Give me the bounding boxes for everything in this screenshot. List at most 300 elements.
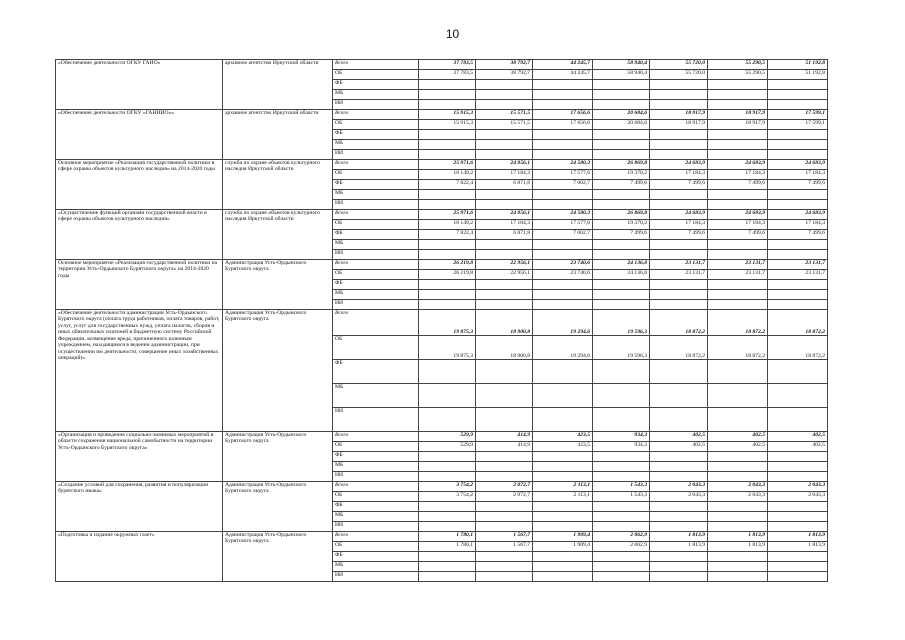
amount-cell (476, 280, 533, 290)
amount-cell (533, 452, 593, 462)
amount-cell: 7 499,6 (593, 230, 650, 240)
amount-cell: 19 596,3 (593, 310, 650, 336)
amount-cell: 24 683,9 (650, 160, 708, 170)
amount-cell (593, 512, 650, 522)
measure-name-cell: «Обеспечение деятельности администрации Усть-Ордынского Бурятского округа (оплата труда работников, оплата товаров, работ, услуг, услуг для государственных нужд, уплата налогов, сборов и иных обязательных платежей в бюджетную систему Российской Федерации, возмещение вреда, причиненного казенным учреждением, находящимся в ведении администрации, при осуществлении им деятельности, совершение иных хозяйственных операций)» (56, 310, 223, 432)
amount-cell (419, 240, 476, 250)
amount-cell (476, 290, 533, 300)
amount-cell: 19 294,6 (533, 336, 593, 360)
amount-cell: 17 184,3 (476, 220, 533, 230)
amount-cell: 18 900,8 (476, 336, 533, 360)
amount-cell: 1 813,9 (708, 532, 768, 542)
amount-cell (476, 190, 533, 200)
amount-cell (419, 472, 476, 482)
amount-cell (419, 150, 476, 160)
amount-cell (768, 200, 828, 210)
amount-cell (533, 408, 593, 432)
amount-cell (533, 80, 593, 90)
amount-cell: 19 875,3 (419, 336, 476, 360)
amount-cell: 24 683,9 (708, 210, 768, 220)
amount-cell (768, 384, 828, 408)
table-row (56, 432, 828, 442)
amount-cell (476, 240, 533, 250)
amount-cell (476, 130, 533, 140)
amount-cell (476, 408, 533, 432)
funding-source-cell: ФБ (333, 552, 419, 562)
amount-cell (650, 384, 708, 408)
measure-name-cell: «Подготовка и издание окружных газет» (56, 532, 223, 582)
amount-cell: 3 754,2 (419, 492, 476, 502)
amount-cell (533, 552, 593, 562)
amount-cell: 17 656,6 (533, 110, 593, 120)
amount-cell (650, 130, 708, 140)
amount-cell: 1 813,9 (650, 542, 708, 552)
amount-cell (476, 462, 533, 472)
funding-source-cell: Всего (333, 310, 419, 336)
amount-cell: 402,5 (708, 432, 768, 442)
amount-cell (476, 452, 533, 462)
amount-cell: 529,9 (419, 432, 476, 442)
executor-cell: Администрация Усть-Ордынского Бурятского округа (223, 532, 333, 582)
table-row (56, 310, 828, 336)
amount-cell (708, 280, 768, 290)
measure-name-cell: «Обеспечение деятельности ОГКУ ГАИО» (56, 60, 223, 110)
amount-cell (476, 384, 533, 408)
amount-cell: 934,3 (593, 432, 650, 442)
amount-cell: 26 219,8 (419, 260, 476, 270)
measure-name-cell: «Осуществление функций органами государственной власти в сфере охраны объектов культурного наследия» (56, 210, 223, 260)
amount-cell (476, 150, 533, 160)
amount-cell: 414,9 (476, 442, 533, 452)
funding-source-cell: МБ (333, 290, 419, 300)
amount-cell (476, 552, 533, 562)
executor-cell: Администрация Усть-Ордынского Бурятского округа (223, 482, 333, 532)
amount-cell (593, 250, 650, 260)
amount-cell (650, 408, 708, 432)
amount-cell (650, 240, 708, 250)
amount-cell: 402,5 (708, 442, 768, 452)
amount-cell: 18 917,9 (650, 120, 708, 130)
amount-cell (593, 290, 650, 300)
amount-cell (768, 462, 828, 472)
amount-cell (476, 140, 533, 150)
amount-cell (419, 572, 476, 582)
amount-cell (593, 552, 650, 562)
amount-cell: 24 683,9 (768, 160, 828, 170)
amount-cell (593, 522, 650, 532)
amount-cell: 2 072,7 (476, 492, 533, 502)
amount-cell (708, 290, 768, 300)
amount-cell: 934,3 (593, 442, 650, 452)
amount-cell (533, 384, 593, 408)
measure-name-cell: Основное мероприятие «Реализация государственной политики в сфере охраны объектов культурного наследия» на 2014-2020 годы (56, 160, 223, 210)
amount-cell: 23 131,7 (650, 270, 708, 280)
amount-cell (650, 452, 708, 462)
amount-cell (650, 300, 708, 310)
amount-cell: 6 871,8 (476, 180, 533, 190)
funding-source-cell: ИИ (333, 522, 419, 532)
funding-source-cell: Всего (333, 482, 419, 492)
amount-cell (650, 522, 708, 532)
amount-cell (533, 150, 593, 160)
funding-source-cell: Всего (333, 260, 419, 270)
executor-cell: Администрация Усть-Ордынского Бурятского округа (223, 260, 333, 310)
amount-cell (593, 130, 650, 140)
amount-cell (419, 522, 476, 532)
amount-cell: 26 869,8 (593, 160, 650, 170)
amount-cell: 17 577,6 (533, 170, 593, 180)
amount-cell: 55 290,5 (708, 60, 768, 70)
amount-cell: 2 113,1 (533, 482, 593, 492)
measure-name-cell: «Организация и проведение социально-значимых мероприятий в области сохранения национальной самобытности на территории Усть-Ордынского Бурятского округа» (56, 432, 223, 482)
amount-cell (419, 80, 476, 90)
amount-cell (650, 90, 708, 100)
funding-source-cell: ИИ (333, 100, 419, 110)
amount-cell (593, 150, 650, 160)
amount-cell (476, 100, 533, 110)
amount-cell: 1 813,9 (650, 532, 708, 542)
amount-cell (533, 240, 593, 250)
amount-cell (533, 512, 593, 522)
amount-cell: 1 909,4 (533, 542, 593, 552)
amount-cell: 18 917,9 (650, 110, 708, 120)
funding-source-cell: Всего (333, 60, 419, 70)
amount-cell (419, 452, 476, 462)
amount-cell: 23 131,7 (650, 260, 708, 270)
amount-cell (533, 522, 593, 532)
amount-cell: 25 971,6 (419, 210, 476, 220)
funding-source-cell: ОБ (333, 270, 419, 280)
amount-cell: 44 245,7 (533, 60, 593, 70)
amount-cell: 2 113,1 (533, 492, 593, 502)
amount-cell: 7 499,6 (768, 230, 828, 240)
amount-cell (708, 502, 768, 512)
amount-cell (650, 512, 708, 522)
budget-table (55, 59, 828, 582)
amount-cell: 1 813,9 (768, 532, 828, 542)
amount-cell (419, 502, 476, 512)
amount-cell (419, 190, 476, 200)
amount-cell (768, 452, 828, 462)
amount-cell (708, 100, 768, 110)
executor-cell: Администрация Усть-Ордынского Бурятского округа (223, 432, 333, 482)
table-row (56, 482, 828, 492)
amount-cell (650, 150, 708, 160)
amount-cell (708, 300, 768, 310)
funding-source-cell: ФБ (333, 360, 419, 384)
table-row (56, 210, 828, 220)
amount-cell (768, 140, 828, 150)
amount-cell: 1 909,4 (533, 532, 593, 542)
amount-cell (476, 80, 533, 90)
funding-source-cell: ОБ (333, 336, 419, 360)
amount-cell: 7 499,6 (768, 180, 828, 190)
amount-cell: 15 915,3 (419, 110, 476, 120)
amount-cell (419, 130, 476, 140)
amount-cell: 2 043,3 (708, 482, 768, 492)
amount-cell (768, 100, 828, 110)
amount-cell (419, 408, 476, 432)
amount-cell (708, 512, 768, 522)
amount-cell: 1 780,1 (419, 542, 476, 552)
amount-cell (593, 572, 650, 582)
amount-cell (419, 90, 476, 100)
amount-cell (476, 360, 533, 384)
amount-cell: 3 754,2 (419, 482, 476, 492)
executor-cell: архивное агентство Иркутской области (223, 60, 333, 110)
amount-cell (650, 502, 708, 512)
funding-source-cell: ИИ (333, 150, 419, 160)
funding-source-cell: Всего (333, 532, 419, 542)
funding-source-cell: ФБ (333, 280, 419, 290)
funding-source-cell: Всего (333, 210, 419, 220)
amount-cell (708, 360, 768, 384)
amount-cell: 7 499,6 (708, 230, 768, 240)
executor-cell: служба по охране объектов культурного наследия Иркутской области (223, 160, 333, 210)
amount-cell: 18 149,2 (419, 220, 476, 230)
amount-cell (768, 512, 828, 522)
funding-source-cell: ИИ (333, 200, 419, 210)
amount-cell (593, 300, 650, 310)
amount-cell (476, 522, 533, 532)
funding-source-cell: МБ (333, 190, 419, 200)
amount-cell (419, 140, 476, 150)
amount-cell (593, 280, 650, 290)
amount-cell (593, 462, 650, 472)
amount-cell: 23 131,7 (708, 270, 768, 280)
amount-cell (650, 80, 708, 90)
amount-cell (419, 384, 476, 408)
amount-cell (768, 300, 828, 310)
amount-cell: 17 184,3 (708, 220, 768, 230)
amount-cell: 1 813,9 (708, 542, 768, 552)
amount-cell: 423,5 (533, 442, 593, 452)
amount-cell (768, 250, 828, 260)
table-row (56, 532, 828, 542)
amount-cell: 2 043,3 (768, 492, 828, 502)
amount-cell (708, 572, 768, 582)
amount-cell (708, 462, 768, 472)
amount-cell (768, 240, 828, 250)
funding-source-cell: ФБ (333, 80, 419, 90)
amount-cell (708, 150, 768, 160)
amount-cell: 18 900,8 (476, 310, 533, 336)
funding-source-cell: ИИ (333, 408, 419, 432)
amount-cell (419, 562, 476, 572)
amount-cell (419, 552, 476, 562)
amount-cell (768, 552, 828, 562)
amount-cell: 23 131,7 (768, 270, 828, 280)
amount-cell (476, 200, 533, 210)
amount-cell: 18 872,2 (650, 310, 708, 336)
amount-cell: 17 184,3 (650, 220, 708, 230)
amount-cell (708, 562, 768, 572)
amount-cell (476, 502, 533, 512)
amount-cell (650, 140, 708, 150)
amount-cell: 17 184,3 (768, 220, 828, 230)
amount-cell: 7 499,6 (650, 230, 708, 240)
amount-cell: 17 184,3 (768, 170, 828, 180)
funding-source-cell: ИИ (333, 572, 419, 582)
funding-source-cell: ИИ (333, 472, 419, 482)
amount-cell: 23 740,6 (533, 260, 593, 270)
amount-cell: 24 580,3 (533, 210, 593, 220)
amount-cell (593, 90, 650, 100)
funding-source-cell: МБ (333, 240, 419, 250)
amount-cell: 17 184,3 (476, 170, 533, 180)
amount-cell: 37 783,5 (419, 70, 476, 80)
amount-cell: 25 971,6 (419, 160, 476, 170)
amount-cell: 2 043,3 (708, 492, 768, 502)
amount-cell: 7 499,6 (708, 180, 768, 190)
amount-cell: 51 192,8 (768, 60, 828, 70)
amount-cell (593, 190, 650, 200)
amount-cell (708, 250, 768, 260)
measure-name-cell: Основное мероприятие «Реализация государственной политики на территории Усть-Ордынского Бурятского округа» на 2014-2020 годы (56, 260, 223, 310)
amount-cell: 402,5 (650, 432, 708, 442)
amount-cell (708, 80, 768, 90)
amount-cell: 23 131,7 (708, 260, 768, 270)
amount-cell (650, 290, 708, 300)
measure-name-cell: «Обеспечение деятельности ОГКУ «ГАНИИО»» (56, 110, 223, 160)
amount-cell (533, 250, 593, 260)
amount-cell (533, 130, 593, 140)
amount-cell (708, 522, 768, 532)
amount-cell (768, 90, 828, 100)
funding-source-cell: ОБ (333, 492, 419, 502)
amount-cell: 1 780,1 (419, 532, 476, 542)
amount-cell (593, 140, 650, 150)
amount-cell: 2 043,3 (768, 482, 828, 492)
amount-cell (593, 408, 650, 432)
amount-cell: 18 872,2 (650, 336, 708, 360)
funding-source-cell: ОБ (333, 442, 419, 452)
amount-cell: 529,9 (419, 442, 476, 452)
amount-cell (419, 512, 476, 522)
amount-cell (650, 360, 708, 384)
amount-cell: 26 869,8 (593, 210, 650, 220)
amount-cell: 55 720,0 (650, 70, 708, 80)
amount-cell: 2 043,3 (650, 482, 708, 492)
amount-cell: 402,5 (768, 432, 828, 442)
amount-cell (768, 408, 828, 432)
funding-source-cell: МБ (333, 512, 419, 522)
amount-cell: 15 915,3 (419, 120, 476, 130)
amount-cell: 24 683,9 (768, 210, 828, 220)
amount-cell (768, 280, 828, 290)
funding-source-cell: ОБ (333, 542, 419, 552)
page-number: 10 (445, 27, 460, 41)
amount-cell: 18 872,2 (708, 310, 768, 336)
amount-cell (593, 360, 650, 384)
amount-cell: 18 917,9 (708, 120, 768, 130)
amount-cell (476, 90, 533, 100)
amount-cell: 17 656,6 (533, 120, 593, 130)
funding-source-cell: Всего (333, 160, 419, 170)
amount-cell: 402,5 (768, 442, 828, 452)
amount-cell (593, 240, 650, 250)
executor-cell: служба по охране объектов культурного наследия Иркутской области (223, 210, 333, 260)
amount-cell: 19 294,6 (533, 310, 593, 336)
funding-source-cell: ФБ (333, 180, 419, 190)
amount-cell: 19 875,3 (419, 310, 476, 336)
amount-cell (593, 200, 650, 210)
amount-cell (708, 140, 768, 150)
amount-cell: 58 940,4 (593, 70, 650, 80)
amount-cell (708, 240, 768, 250)
amount-cell: 1 543,3 (593, 482, 650, 492)
amount-cell (593, 452, 650, 462)
amount-cell (419, 200, 476, 210)
table-body (56, 60, 828, 582)
amount-cell: 19 596,3 (593, 336, 650, 360)
amount-cell (533, 140, 593, 150)
amount-cell: 24 683,9 (650, 210, 708, 220)
amount-cell (650, 280, 708, 290)
amount-cell: 7 002,7 (533, 230, 593, 240)
amount-cell (533, 562, 593, 572)
amount-cell: 38 792,7 (476, 60, 533, 70)
amount-cell: 7 002,7 (533, 180, 593, 190)
amount-cell: 24 056,1 (476, 210, 533, 220)
amount-cell (476, 562, 533, 572)
amount-cell: 20 684,6 (593, 110, 650, 120)
amount-cell (533, 290, 593, 300)
amount-cell (708, 552, 768, 562)
amount-cell (593, 472, 650, 482)
amount-cell (768, 190, 828, 200)
funding-source-cell: Всего (333, 110, 419, 120)
funding-source-cell: ИИ (333, 250, 419, 260)
amount-cell: 19 370,2 (593, 220, 650, 230)
amount-cell: 24 580,3 (533, 160, 593, 170)
amount-cell: 58 940,4 (593, 60, 650, 70)
amount-cell (593, 562, 650, 572)
amount-cell (593, 80, 650, 90)
amount-cell: 1 813,9 (768, 542, 828, 552)
amount-cell: 1 567,7 (476, 532, 533, 542)
amount-cell (419, 300, 476, 310)
amount-cell: 17 599,1 (768, 120, 828, 130)
amount-cell: 423,5 (533, 432, 593, 442)
amount-cell (533, 572, 593, 582)
amount-cell: 24 056,1 (476, 160, 533, 170)
amount-cell: 51 192,8 (768, 70, 828, 80)
amount-cell: 2 062,9 (593, 532, 650, 542)
amount-cell (650, 572, 708, 582)
amount-cell (533, 100, 593, 110)
amount-cell (593, 502, 650, 512)
amount-cell: 7 822,4 (419, 180, 476, 190)
funding-source-cell: Всего (333, 432, 419, 442)
amount-cell (419, 100, 476, 110)
amount-cell (533, 502, 593, 512)
amount-cell (419, 290, 476, 300)
amount-cell (533, 190, 593, 200)
amount-cell: 18 149,2 (419, 170, 476, 180)
amount-cell (419, 280, 476, 290)
amount-cell (768, 80, 828, 90)
amount-cell: 37 783,5 (419, 60, 476, 70)
amount-cell (533, 280, 593, 290)
amount-cell (708, 90, 768, 100)
amount-cell (419, 462, 476, 472)
amount-cell (708, 130, 768, 140)
amount-cell: 15 571,5 (476, 110, 533, 120)
amount-cell (533, 462, 593, 472)
funding-source-cell: МБ (333, 140, 419, 150)
amount-cell (533, 200, 593, 210)
